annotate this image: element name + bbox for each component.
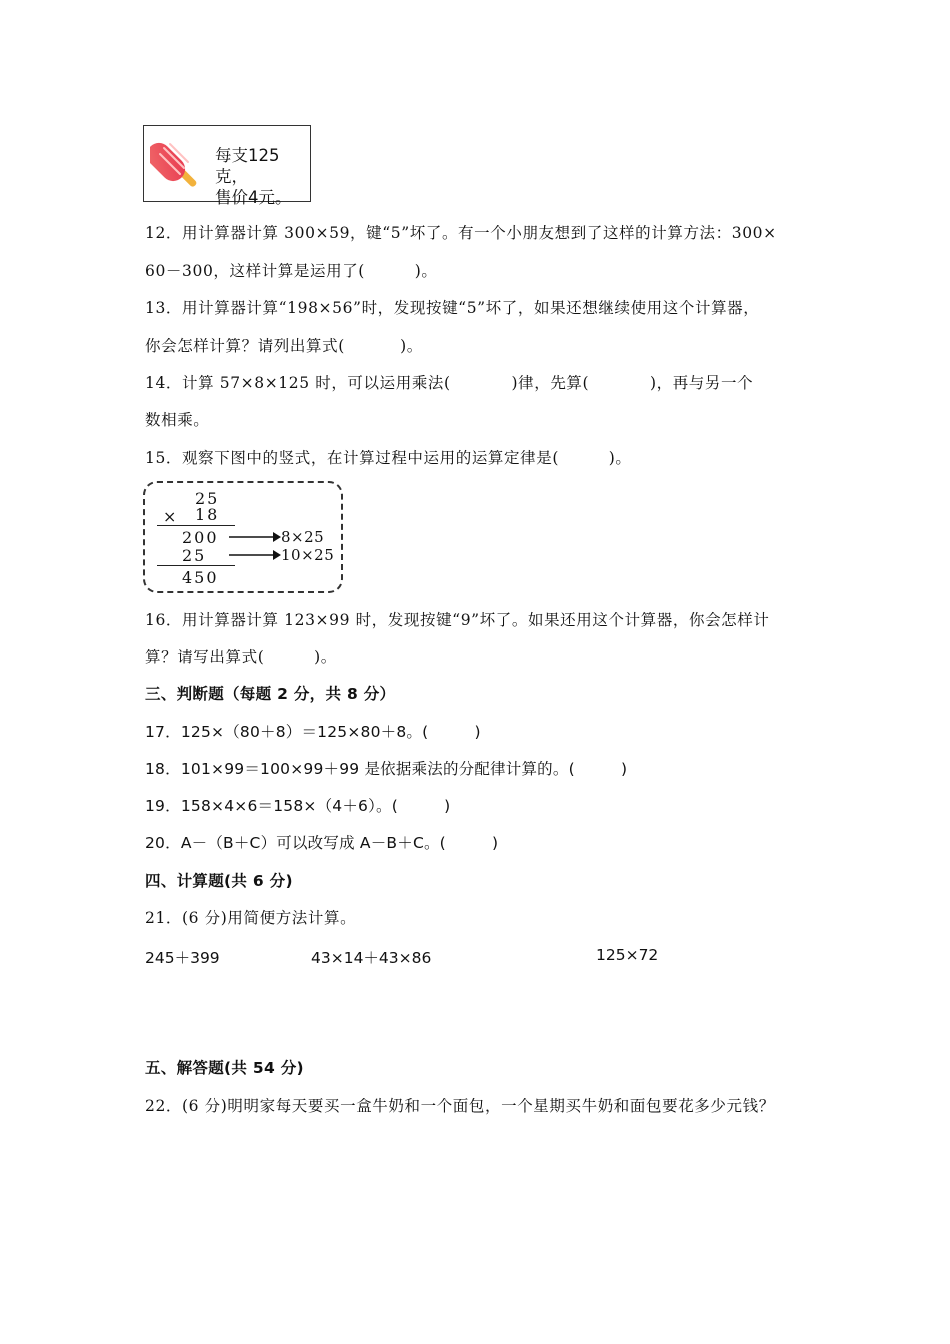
partial-product-1: 200	[182, 528, 219, 547]
multiplier: 18	[195, 505, 220, 524]
question-16-line2: 算？请写出算式( )。	[145, 648, 337, 666]
question-14-line2: 数相乘。	[145, 411, 210, 429]
popsicle-text	[215, 145, 310, 208]
arrow-right-icon	[229, 531, 281, 543]
question-18: 18．101×99＝100×99＋99 是依据乘法的分配律计算的。( )	[145, 760, 628, 778]
question-15: 15．观察下图中的竖式，在计算过程中运用的运算定律是( )。	[145, 449, 632, 467]
question-22: 22．(6 分)明明家每天要买一盒牛奶和一个面包，一个星期买牛奶和面包要花多少元钱？	[145, 1097, 775, 1115]
partial-label-2: 10×25	[281, 546, 335, 564]
question-13-line1: 13．用计算器计算“198×56”时，发现按键“5”坏了，如果还想继续使用这个计算器，	[145, 299, 760, 317]
times-sign: ×	[163, 507, 179, 526]
question-17: 17．125×（80＋8）＝125×80＋8。( )	[145, 723, 481, 741]
popsicle-info-box	[143, 125, 311, 207]
arrow-right-icon	[229, 549, 281, 561]
section-5-title: 五、解答题(共 54 分)	[145, 1059, 304, 1077]
popsicle-icon	[150, 134, 212, 196]
calc-expression-3: 125×72	[596, 946, 659, 964]
question-13-line2: 你会怎样计算？请列出算式( )。	[145, 337, 423, 355]
question-14-line1: 14．计算 57×8×125 时，可以运用乘法( )律，先算( )，再与另一个	[145, 374, 754, 392]
question-12-line1: 12．用计算器计算 300×59，键“5”坏了。有一个小朋友想到了这样的计算方法：300×	[145, 224, 777, 242]
partial-label-1: 8×25	[281, 528, 325, 546]
vertical-multiplication-box	[143, 481, 343, 593]
line-2	[157, 565, 235, 566]
question-20: 20．A－（B＋C）可以改写成 A－B＋C。( )	[145, 834, 499, 852]
question-19: 19．158×4×6＝158×（4＋6）。( )	[145, 797, 451, 815]
calc-expression-2: 43×14＋43×86	[311, 949, 432, 967]
popsicle-weight: 每支125克，	[215, 146, 280, 186]
question-12-line2: 60－300，这样计算是运用了( )。	[145, 262, 438, 280]
question-16-line1: 16．用计算器计算 123×99 时，发现按键“9”坏了。如果还用这个计算器，你会怎样计	[145, 611, 770, 629]
multiplicand: 25	[195, 489, 220, 508]
question-21: 21．(6 分)用简便方法计算。	[145, 909, 357, 927]
partial-product-2: 25	[182, 546, 207, 565]
popsicle-price: 售价4元。	[215, 188, 292, 207]
product-result: 450	[182, 568, 219, 587]
section-3-title: 三、判断题（每题 2 分，共 8 分）	[145, 685, 396, 703]
line-1	[157, 525, 235, 526]
section-4-title: 四、计算题(共 6 分)	[145, 872, 293, 890]
calc-expression-1: 245＋399	[145, 949, 220, 967]
